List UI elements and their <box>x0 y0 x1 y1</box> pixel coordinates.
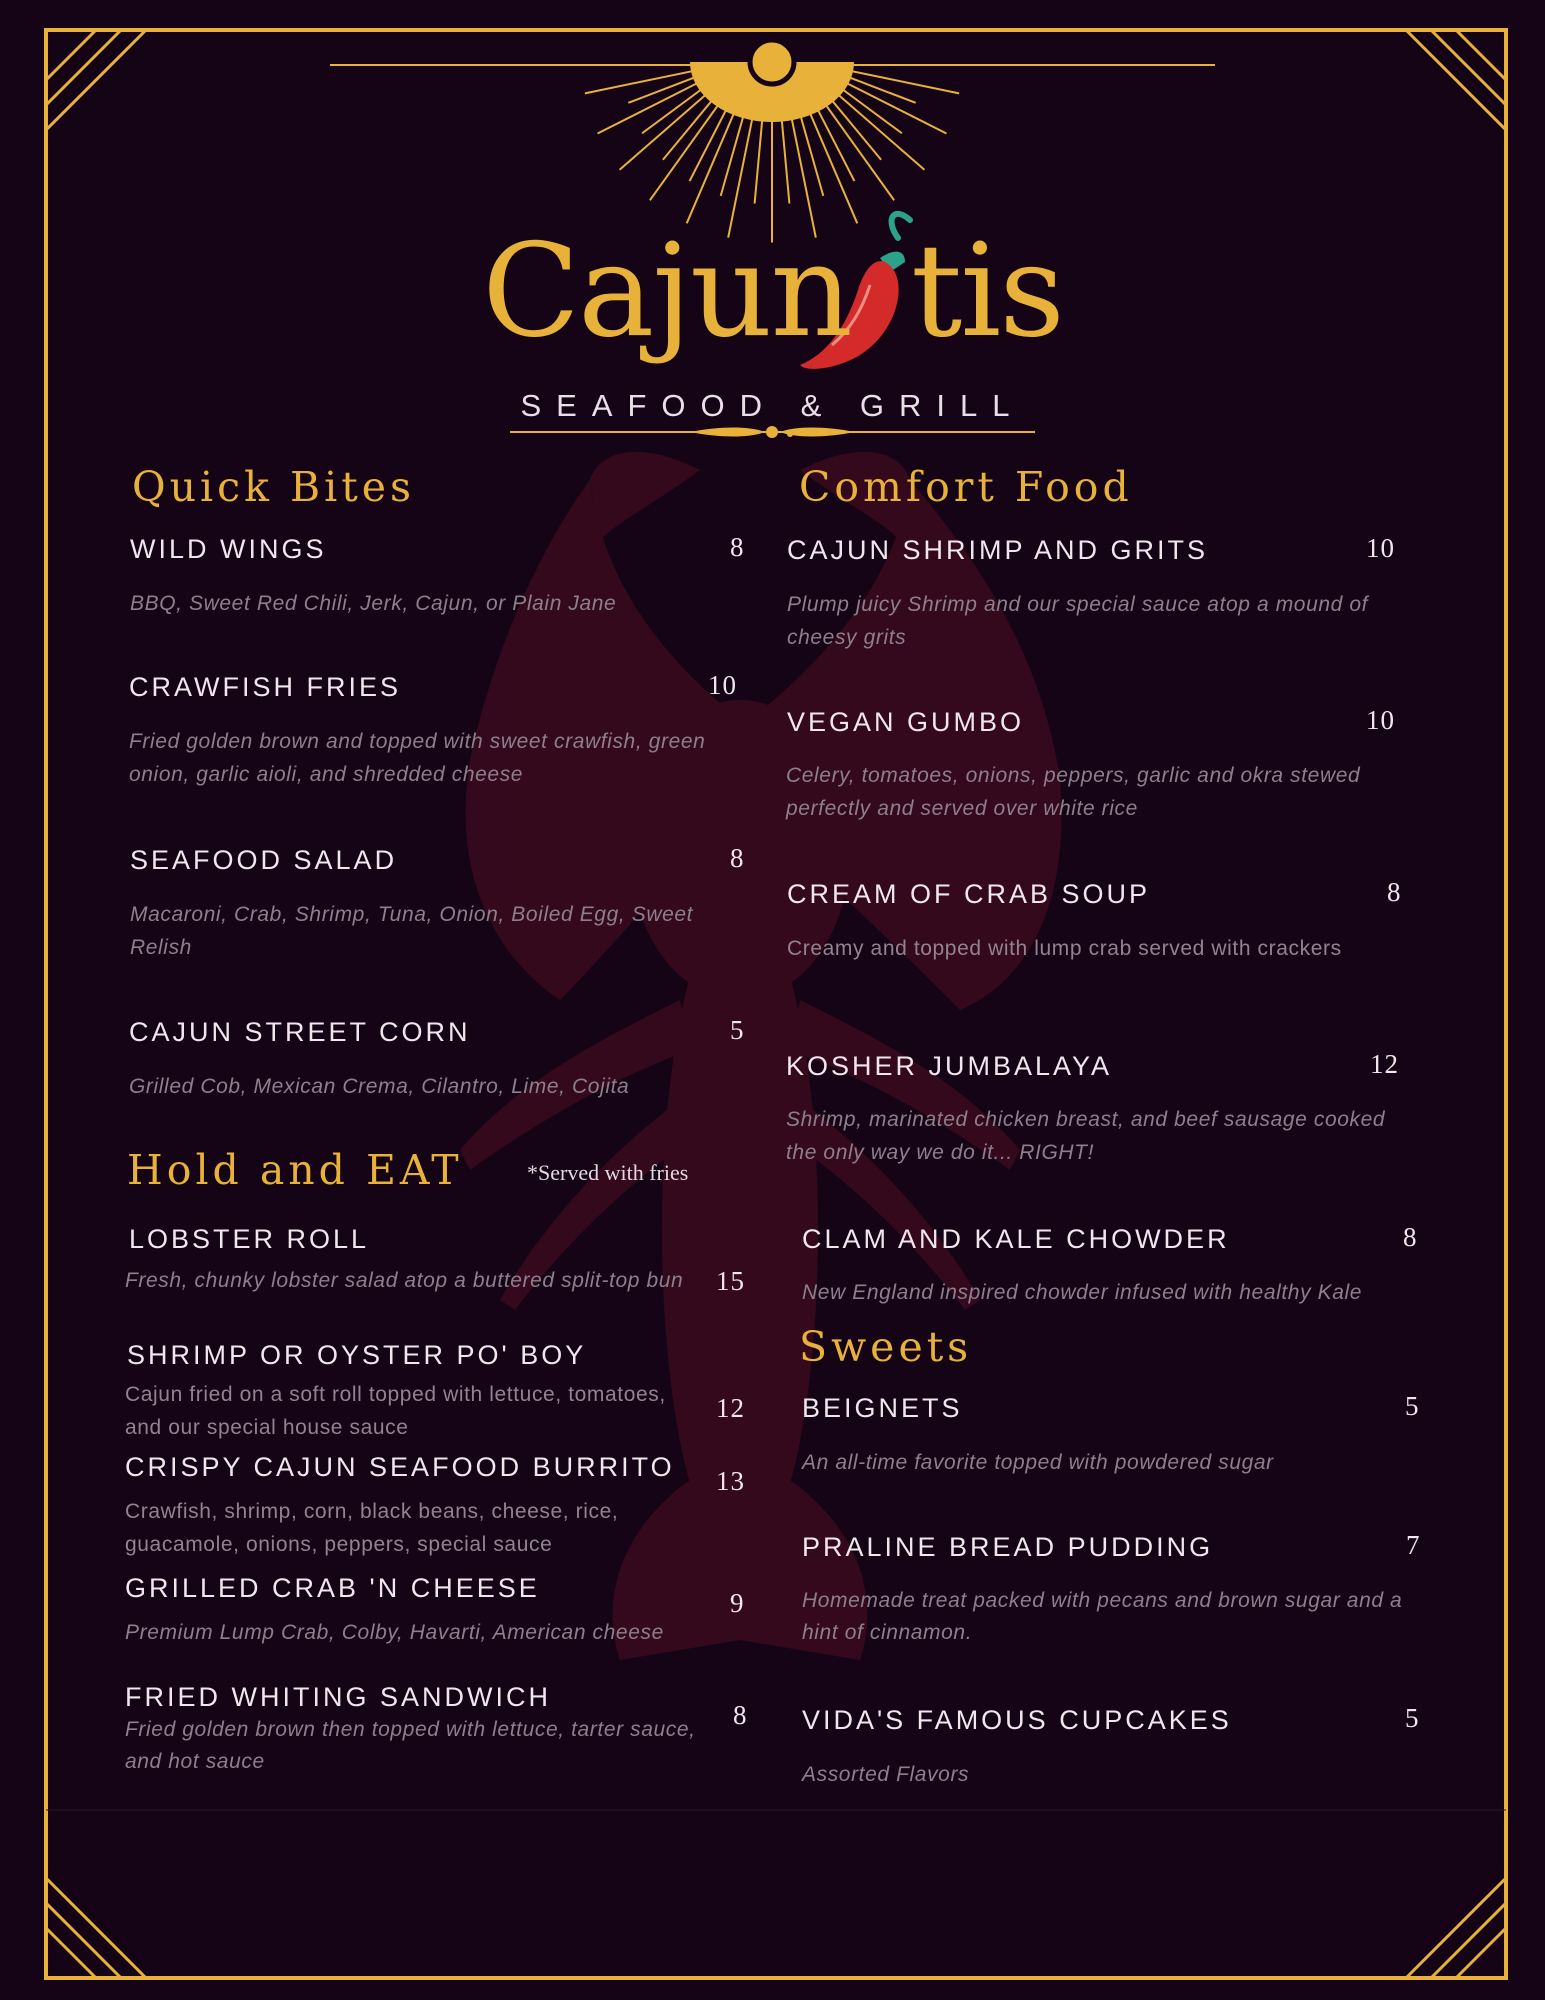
brand-tagline: SEAFOOD & GRILL <box>520 388 1025 423</box>
menu-item-price: 12 <box>1370 1049 1399 1079</box>
menu-item-name: FRIED WHITING SANDWICH <box>125 1682 551 1712</box>
menu-item-price: 10 <box>1366 705 1395 735</box>
menu-item-price: 8 <box>733 1700 748 1730</box>
menu-item-description: Plump juicy Shrimp and our special sauce atop a mound of cheesy grits <box>787 593 1369 649</box>
section-title-hold-and-eat: Hold and EAT <box>127 1146 463 1194</box>
menu-item-price: 15 <box>716 1266 745 1296</box>
menu-item-price: 13 <box>716 1466 745 1496</box>
menu-item-description: Grilled Cob, Mexican Crema, Cilantro, Lime, Cojita <box>129 1075 630 1098</box>
menu-item-name: KOSHER JUMBALAYA <box>786 1051 1113 1081</box>
menu-item-name: VIDA'S FAMOUS CUPCAKES <box>802 1705 1232 1735</box>
menu-item-name: SEAFOOD SALAD <box>130 845 398 875</box>
menu-item-description: Fried golden brown then topped with lettuce, tarter sauce, and hot sauce <box>125 1718 696 1773</box>
menu-item-price: 8 <box>730 843 745 873</box>
menu-item-description: Assorted Flavors <box>802 1763 970 1786</box>
menu-item-price: 8 <box>730 532 745 562</box>
tagline-flourish <box>510 426 1035 438</box>
menu-item-name: CRISPY CAJUN SEAFOOD BURRITO <box>125 1452 675 1482</box>
menu-item-description: Crawfish, shrimp, corn, black beans, cheese, rice, guacamole, onions, peppers, special sauce <box>125 1500 619 1556</box>
menu-item-name: PRALINE BREAD PUDDING <box>802 1532 1214 1562</box>
menu-item-price: 10 <box>708 670 737 700</box>
menu-item-price: 5 <box>730 1015 745 1045</box>
menu-item-name: SHRIMP OR OYSTER PO' BOY <box>127 1340 587 1370</box>
menu-item-description: Macaroni, Crab, Shrimp, Tuna, Onion, Boiled Egg, Sweet Relish <box>130 903 694 959</box>
menu-item-price: 5 <box>1405 1391 1420 1421</box>
menu-item-description: Creamy and topped with lump crab served with crackers <box>787 937 1342 960</box>
menu-item-name: WILD WINGS <box>130 534 327 564</box>
menu-item-description: Shrimp, marinated chicken breast, and beef sausage cooked the only way we do it... RIGHT! <box>786 1108 1386 1164</box>
sunburst-icon <box>330 40 1215 243</box>
menu-item-description: Fresh, chunky lobster salad atop a buttered split-top bun <box>125 1269 684 1292</box>
brand-name-right: tis <box>910 217 1063 366</box>
menu-item-name: CLAM AND KALE CHOWDER <box>802 1224 1230 1254</box>
section-title-quick-bites: Quick Bites <box>132 463 415 511</box>
menu-item-description: An all-time favorite topped with powdered sugar <box>802 1451 1274 1474</box>
menu-item-name: VEGAN GUMBO <box>787 707 1025 737</box>
brand-name-left: Cajun <box>482 217 851 366</box>
menu-item-price: 7 <box>1406 1530 1421 1560</box>
menu-item-name: CRAWFISH FRIES <box>129 672 402 702</box>
menu-item-description: Cajun fried on a soft roll topped with lettuce, tomatoes, and our special house sauce <box>125 1383 666 1439</box>
menu-item-name: LOBSTER ROLL <box>129 1224 370 1254</box>
menu-item-name: CAJUN STREET CORN <box>129 1017 471 1047</box>
menu-item-name: BEIGNETS <box>802 1393 963 1423</box>
menu-item-price: 8 <box>1403 1222 1418 1252</box>
section-title-sweets: Sweets <box>799 1323 973 1371</box>
menu-item-name: GRILLED CRAB 'N CHEESE <box>125 1573 540 1603</box>
menu-item-price: 9 <box>730 1588 745 1618</box>
menu-item-description: Homemade treat packed with pecans and brown sugar and a hint of cinnamon. <box>802 1589 1403 1644</box>
menu-item-description: Fried golden brown and topped with sweet crawfish, green onion, garlic aioli, and shredded cheese <box>129 730 706 786</box>
menu-item-description: Premium Lump Crab, Colby, Havarti, American cheese <box>125 1621 664 1644</box>
menu-item-price: 10 <box>1366 533 1395 563</box>
section-note: *Served with fries <box>527 1160 689 1185</box>
menu-item-price: 8 <box>1387 877 1402 907</box>
menu-item-price: 5 <box>1405 1703 1420 1733</box>
menu-item-description: New England inspired chowder infused with healthy Kale <box>802 1281 1363 1304</box>
brand-wordmark <box>0 217 1545 366</box>
menu-item-price: 12 <box>716 1393 745 1423</box>
menu-item-name: CREAM OF CRAB SOUP <box>787 879 1151 909</box>
menu-item-description: BBQ, Sweet Red Chili, Jerk, Cajun, or Plain Jane <box>130 592 617 615</box>
menu-item-description: Celery, tomatoes, onions, peppers, garlic and okra stewed perfectly and served over white rice <box>786 764 1361 820</box>
menu-item-name: CAJUN SHRIMP AND GRITS <box>787 535 1209 565</box>
section-title-comfort-food: Comfort Food <box>799 463 1133 511</box>
